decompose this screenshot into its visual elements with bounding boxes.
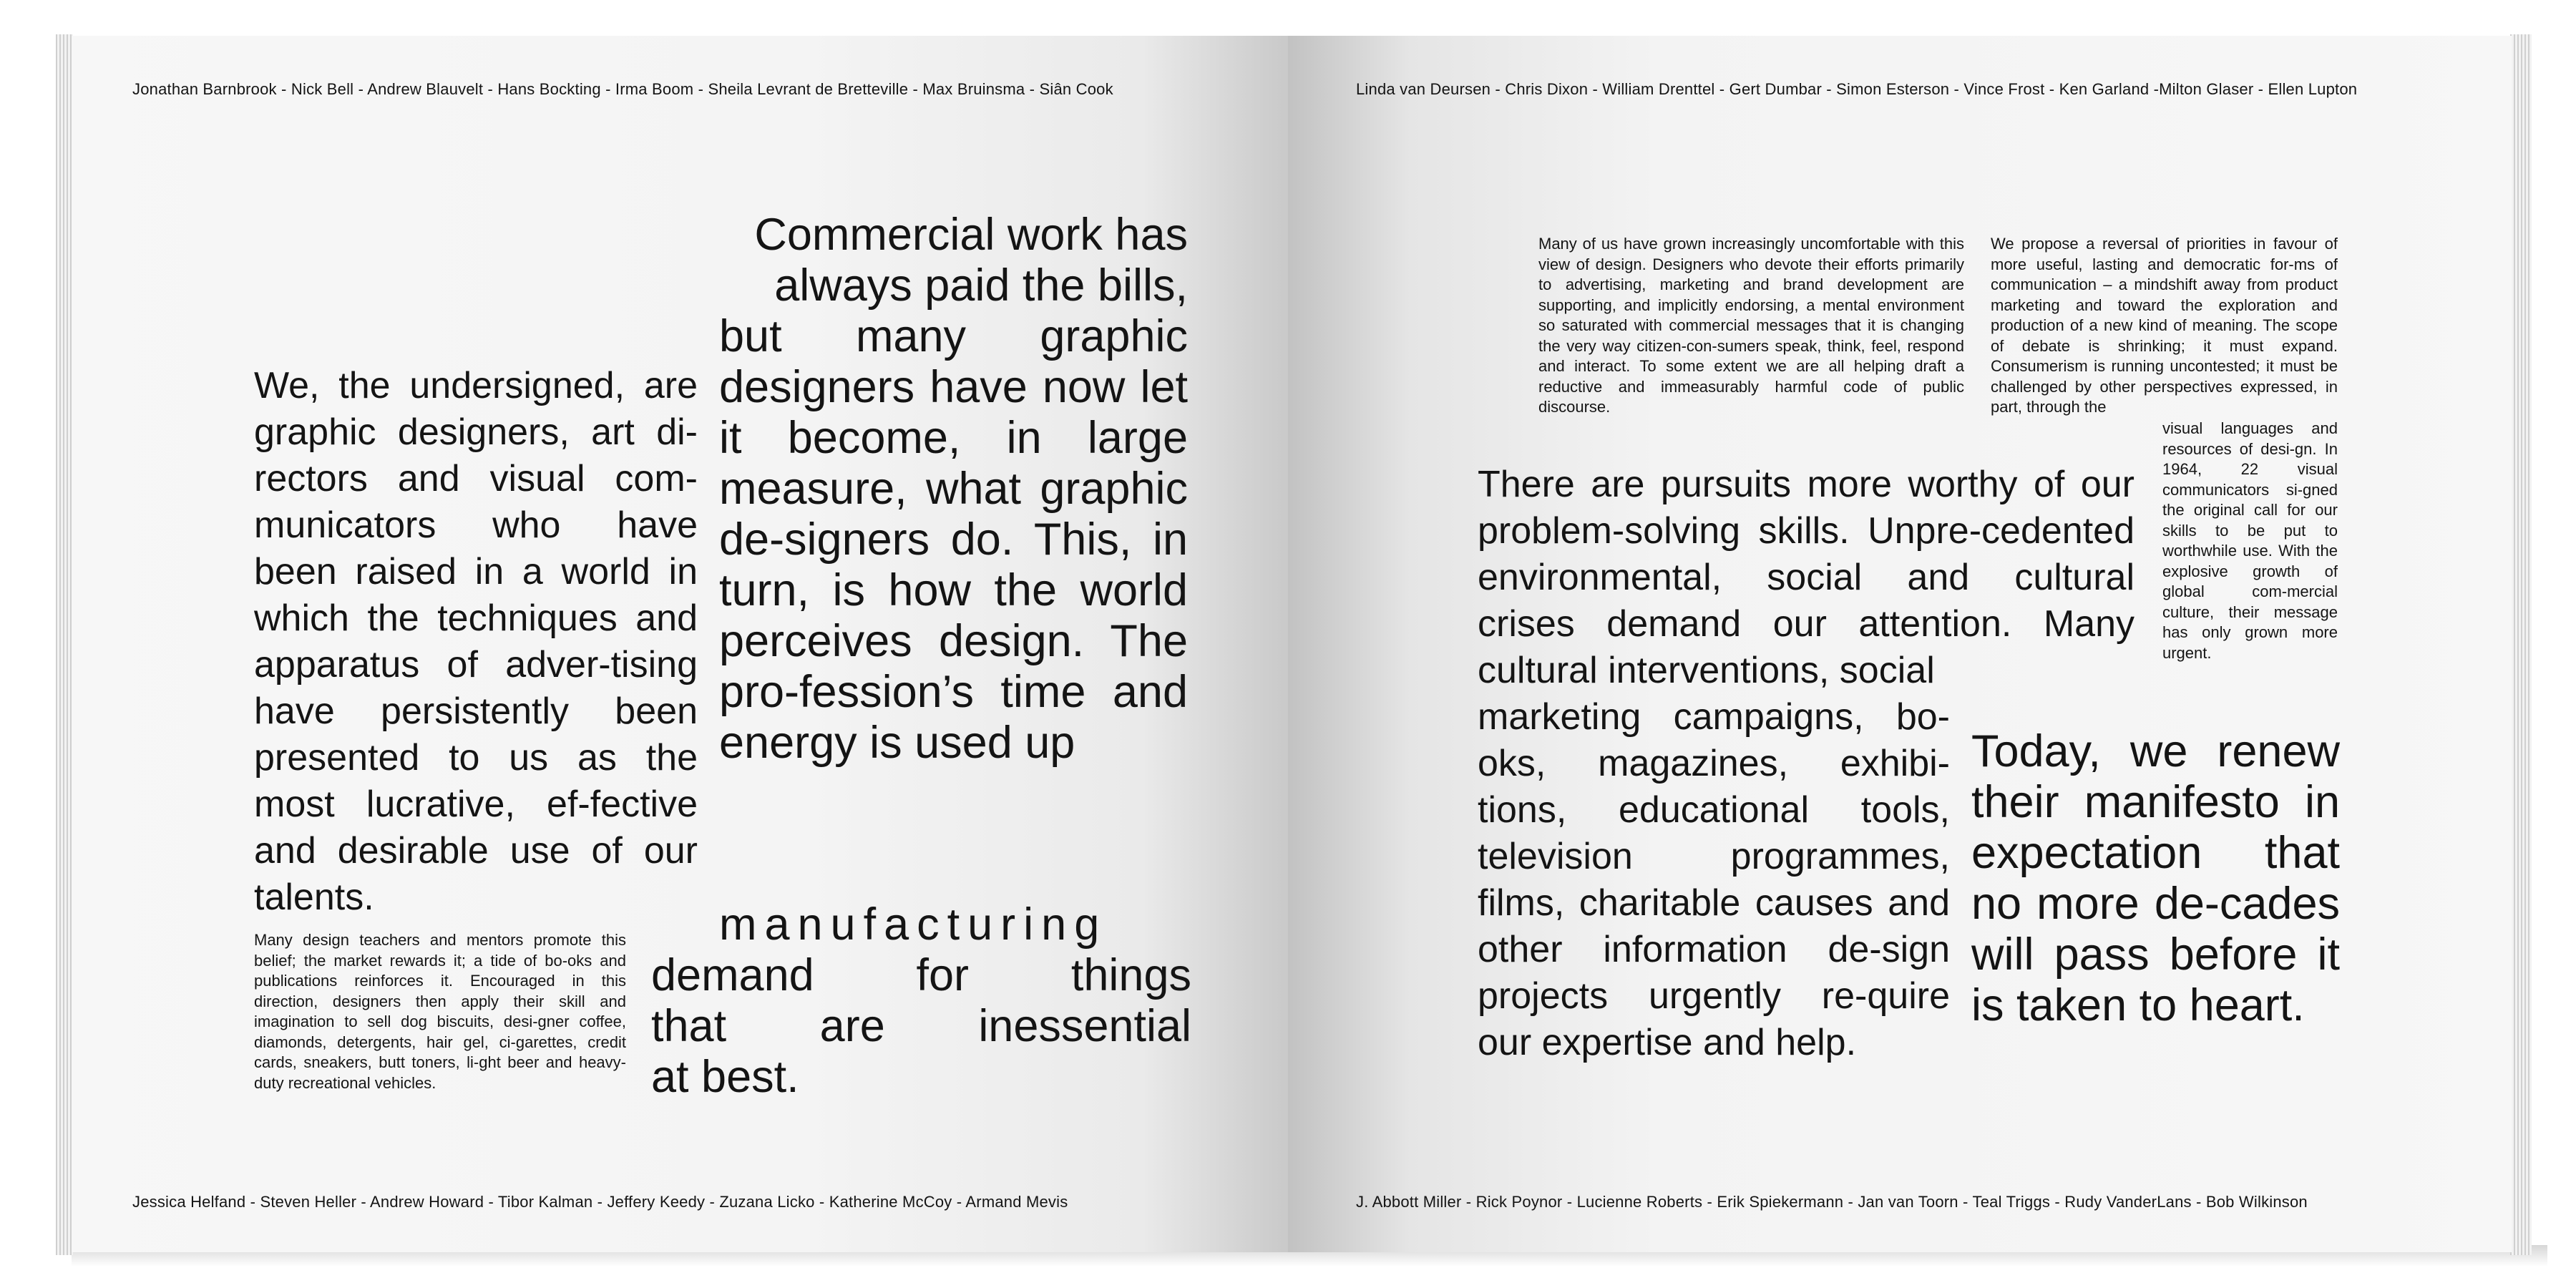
closing-line-inessential: that are inessential — [651, 1001, 1191, 1051]
commercial-line-2: always paid the bills, — [774, 260, 1188, 311]
pursuits-paragraph: There are pursuits more worthy of our problem-solving skills. Unpre-cedented environmental, social and cultural crises demand our attention. Many cultural interventions, social — [1478, 464, 2135, 691]
commercial-heading — [630, 210, 1188, 311]
footer-names-right: J. Abbott Miller - Rick Poynor - Lucienne Roberts - Erik Spiekermann - Jan van Toorn - Teal Triggs - Rudy VanderLans - Bob Wilkinson — [1356, 1193, 2308, 1211]
header-names-right: Linda van Deursen - Chris Dixon - William Drenttel - Gert Dumbar - Simon Esterson - Vince Frost - Ken Garland -Milton Glaser - Ellen Lupton — [1356, 80, 2358, 98]
closing-line-atbest: at best. — [651, 1052, 799, 1102]
visual-languages-paragraph: visual languages and resources of desi-gn. In 1964, 22 visual communicators si-gned the original call for our skills to be put to worthwhile use. With the explosive growth of global com-mercial culture, their message has only grown more urgent. — [2162, 419, 2338, 662]
reversal-paragraph: We propose a reversal of priorities in favour of more useful, lasting and democratic for-ms of communication – a mindshift away from product marketing and toward the exploration and production of a new kind of meaning. The scope of debate is shrinking; it must expand. Consumerism is running uncontested; it must be challenged by other perspectives expressed, in part, through the — [1991, 235, 2338, 416]
footer-names-left: Jessica Helfand - Steven Heller - Andrew Howard - Tibor Kalman - Jeffery Keedy - Zuzana Licko - Katherine McCoy - Armand Mevis — [132, 1193, 1068, 1211]
left-page — [72, 36, 1288, 1252]
marketing-paragraph: marketing campaigns, bo-oks, magazines, exhibi-tions, educational tools, television programmes, films, charitable causes and other information de-sign projects urgently re-quire our expertise and help. — [1478, 696, 1950, 1063]
uncomfortable-paragraph: Many of us have grown increasingly uncomfortable with this view of design. Designers who devote their efforts primarily to advertising, marketing and brand development are supporting, and implicitly endorsing, a mental environment so saturated with commercial messages that it is changing the very way citizen-con-sumers speak, think, feel, respond and interact. To some extent we are all helping draft a reductive and immeasurably harmful code of public discourse. — [1538, 235, 1964, 416]
undersigned-paragraph: We, the undersigned, are graphic designers, art di-rectors and visual com-municators who have been raised in a world in which the techniques and apparatus of adver-tising have persistently been presented to us as the most lucrative, ef-fective and desirable use of our talents. — [254, 365, 698, 918]
closing-line-demand: demand for things — [651, 950, 1191, 1000]
header-names-left: Jonathan Barnbrook - Nick Bell - Andrew Blauvelt - Hans Bockting - Irma Boom - Sheila Levrant de Bretteville - Max Bruinsma - Siân Cook — [132, 80, 1113, 98]
commercial-paragraph: but many graphic designers have now let it become, in large measure, what graphic de-signers do. This, in turn, is how the world perceives design. The pro-fession’s time and energy is used up — [719, 311, 1188, 768]
today-paragraph: Today, we renew their manifesto in expectation that no more de-cades will pass before it is taken to heart. — [1971, 726, 2340, 1030]
teachers-paragraph: Many design teachers and mentors promote this belief; the market rewards it; a tide of bo-oks and publications reinforces it. Encouraged in this direction, designers then apply their skill and imagination to sell dog biscuits, desi-gner coffee, diamonds, detergents, hair gel, ci-garettes, credit cards, sneakers, butt toners, li-ght beer and heavy-duty recreational vehicles. — [254, 931, 626, 1092]
closing-lines — [651, 950, 1191, 1103]
page-edges-right — [2510, 34, 2532, 1255]
right-page — [1288, 36, 2512, 1252]
manufacturing-word: manufacturing — [719, 899, 1108, 950]
page-edges-left — [56, 34, 73, 1255]
commercial-line-1: Commercial work has — [754, 210, 1188, 260]
